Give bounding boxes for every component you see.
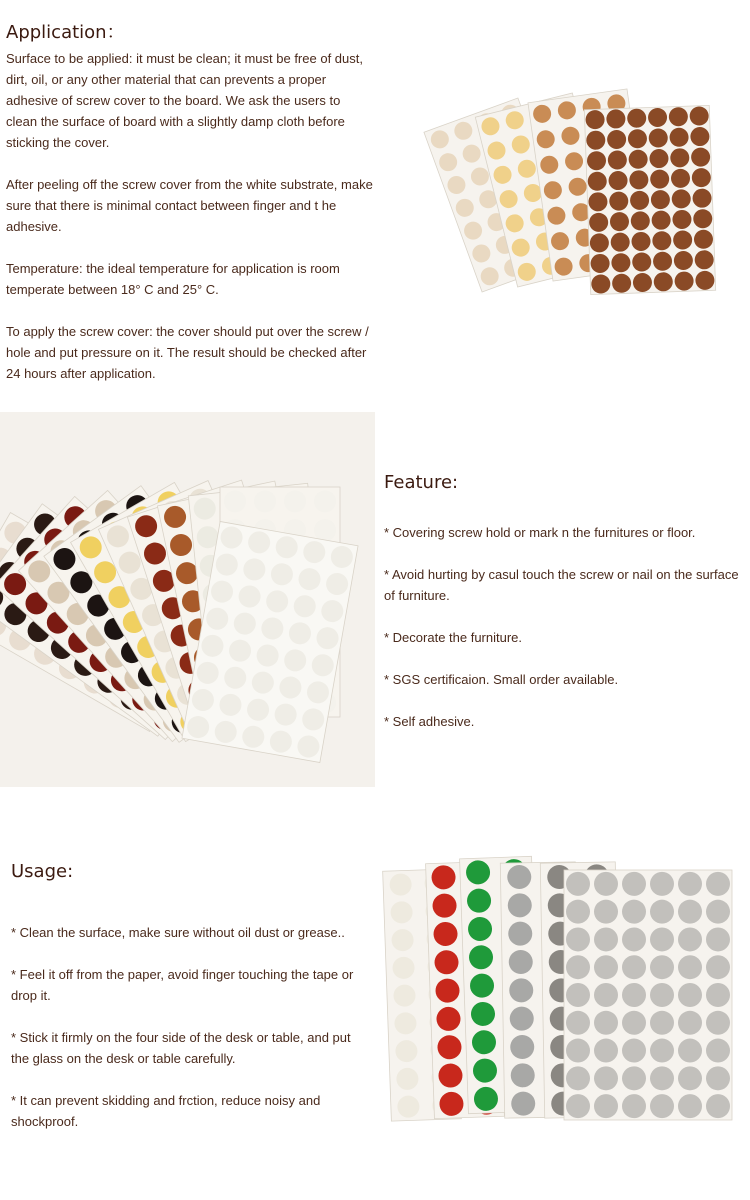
colored-screw-cover-sheets-image	[380, 855, 740, 1140]
screw-cover-dot	[650, 1011, 674, 1035]
screw-cover-dot	[706, 900, 730, 924]
screw-cover-dot	[622, 1039, 646, 1063]
screw-cover-dot	[594, 1094, 618, 1118]
screw-cover-dot	[314, 490, 336, 512]
application-title: Application：	[6, 22, 125, 43]
feature-item: * Avoid hurting by casul touch the screw or nail on the surface of furniture.	[384, 567, 739, 603]
feature-item: * Self adhesive.	[384, 714, 475, 729]
screw-cover-dot	[650, 1039, 674, 1063]
screw-cover-dot	[706, 1039, 730, 1063]
screw-cover-dot	[706, 955, 730, 979]
feature-item: * Covering screw hold or mark n the furnitures or floor.	[384, 525, 696, 540]
screw-cover-dot	[706, 1094, 730, 1118]
usage-item: * Feel it off from the paper, avoid finger touching the tape or drop it.	[11, 967, 354, 1003]
wood-sheet	[584, 105, 715, 294]
screw-cover-dot	[706, 983, 730, 1007]
screw-cover-dot	[678, 955, 702, 979]
screw-cover-dot	[622, 1066, 646, 1090]
screw-cover-dot	[566, 1066, 590, 1090]
screw-cover-dot	[706, 927, 730, 951]
application-paragraph: After peeling off the screw cover from the white substrate, make sure that there is minimal contact between finger and t he adhesive.	[6, 177, 373, 234]
screw-cover-dot	[678, 872, 702, 896]
screw-cover-dot	[650, 900, 674, 924]
application-paragraph: Surface to be applied: it must be clean; it must be free of dust, dirt, oil, or any other material that can prevents a proper adhesive of screw cover to the board. We ask the users to clean the surface of board with a slightly damp cloth before sticking the cover.	[6, 51, 363, 150]
screw-cover-dot	[594, 872, 618, 896]
screw-cover-dot	[678, 927, 702, 951]
screw-cover-dot	[566, 900, 590, 924]
screw-cover-dot	[706, 872, 730, 896]
wood-screw-cover-sheets-image	[410, 80, 720, 320]
screw-cover-dot	[678, 1066, 702, 1090]
screw-cover-dot	[622, 900, 646, 924]
screw-cover-dot	[650, 955, 674, 979]
screw-cover-dot	[566, 955, 590, 979]
screw-cover-dot	[566, 983, 590, 1007]
screw-cover-dot	[622, 927, 646, 951]
screw-cover-dot	[678, 900, 702, 924]
screw-cover-dot	[594, 1011, 618, 1035]
application-paragraph: To apply the screw cover: the cover should put over the screw / hole and put pressure on it. The result should be checked after 24 hours after application.	[6, 324, 369, 381]
usage-item: * Clean the surface, make sure without oil dust or grease..	[11, 925, 345, 940]
screw-cover-dot	[566, 872, 590, 896]
screw-cover-dot	[678, 1039, 702, 1063]
usage-sheet	[564, 870, 732, 1120]
fanned-screw-cover-sheets-image	[0, 412, 375, 787]
screw-cover-dot	[622, 955, 646, 979]
usage-title: Usage:	[11, 861, 74, 882]
feature-item: * Decorate the furniture.	[384, 630, 523, 645]
feature-item: * SGS certificaion. Small order available.	[384, 672, 619, 687]
application-paragraph: Temperature: the ideal temperature for application is room temperate between 18° C and 25° C.	[6, 261, 340, 297]
screw-cover-dot	[706, 1066, 730, 1090]
screw-cover-dot	[594, 1066, 618, 1090]
screw-cover-dot	[284, 490, 306, 512]
screw-cover-dot	[594, 900, 618, 924]
screw-cover-dot	[622, 1011, 646, 1035]
screw-cover-dot	[678, 1094, 702, 1118]
screw-cover-dot	[314, 519, 336, 541]
screw-cover-dot	[678, 983, 702, 1007]
screw-cover-dot	[622, 983, 646, 1007]
screw-cover-dot	[594, 1039, 618, 1063]
screw-cover-dot	[224, 490, 246, 512]
screw-cover-dot	[594, 927, 618, 951]
screw-cover-dot	[254, 490, 276, 512]
usage-item: * It can prevent skidding and frction, reduce noisy and shockproof.	[11, 1093, 321, 1129]
screw-cover-dot	[566, 1094, 590, 1118]
screw-cover-dot	[594, 983, 618, 1007]
screw-cover-dot	[622, 872, 646, 896]
screw-cover-dot	[650, 983, 674, 1007]
screw-cover-dot	[706, 1011, 730, 1035]
feature-title: Feature:	[384, 472, 459, 493]
screw-cover-dot	[566, 927, 590, 951]
screw-cover-dot	[650, 872, 674, 896]
screw-cover-dot	[650, 1066, 674, 1090]
screw-cover-dot	[594, 955, 618, 979]
screw-cover-dot	[678, 1011, 702, 1035]
screw-cover-dot	[650, 927, 674, 951]
screw-cover-dot	[622, 1094, 646, 1118]
screw-cover-dot	[650, 1094, 674, 1118]
screw-cover-dot	[566, 1039, 590, 1063]
screw-cover-dot	[566, 1011, 590, 1035]
usage-item: * Stick it firmly on the four side of the desk or table, and put the glass on the desk or table carefully.	[11, 1030, 351, 1066]
